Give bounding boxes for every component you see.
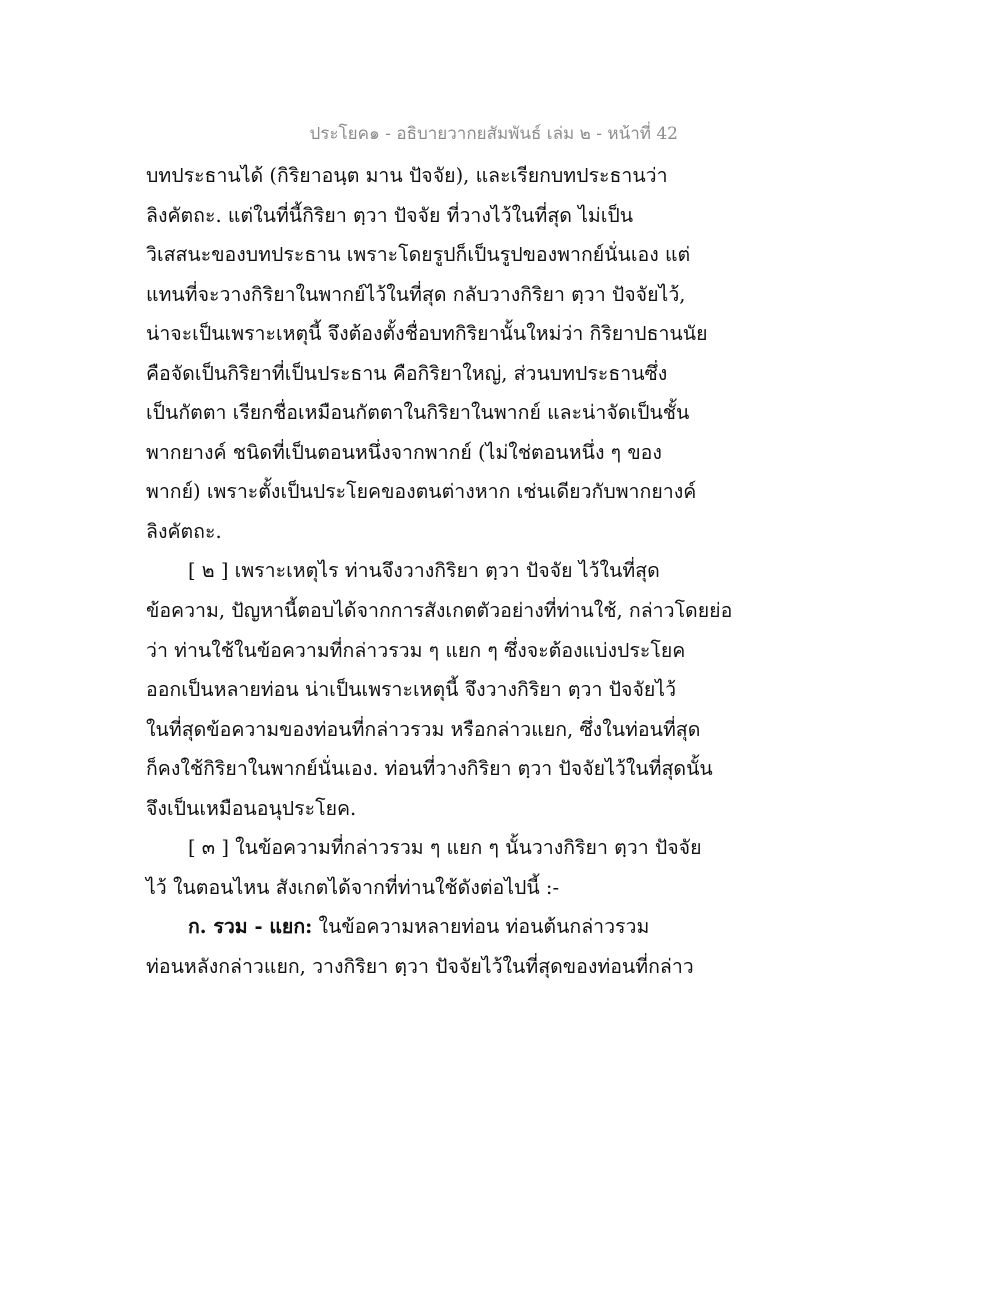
text-line: ไว้ ในตอนไหน สังเกตได้จากที่ท่านใช้ดังต่อไปนี้ :- xyxy=(146,875,560,899)
text-line: จึงเป็นเหมือนอนุประโยค. xyxy=(146,796,357,820)
text-line: วิเสสนะของบทประธาน เพราะโดยรูปก็เป็นรูปของพากย์นั่นเอง แต่ xyxy=(146,243,691,267)
body-text xyxy=(146,156,733,986)
text-line: บทประธานได้ (กิริยาอนฺต มาน ปัจจัย), และเรียกบทประธานว่า xyxy=(146,164,668,187)
subsection-text: ในข้อความหลายท่อน ท่อนต้นกล่าวรวม xyxy=(312,915,650,939)
text-line: แทนที่จะวางกิริยาในพากย์ไว้ในที่สุด กลับวางกิริยา ตฺวา ปัจจัยไว้, xyxy=(146,282,686,306)
text-line: คือจัดเป็นกิริยาที่เป็นประธาน คือกิริยาใหญ่, ส่วนบทประธานซึ่ง xyxy=(146,361,668,385)
text-line: ข้อความ, ปัญหานี้ตอบได้จากการสังเกตตัวอย่างที่ท่านใช้, กล่าวโดยย่อ xyxy=(146,599,733,623)
text-line: ลิงคัตถะ. xyxy=(146,519,222,543)
running-header: ประโยค๑ - อธิบายวากยสัมพันธ์ เล่ม ๒ - หน้าที่ 42 xyxy=(309,124,678,144)
text-line: พากยางค์ ชนิดที่เป็นตอนหนึ่งจากพากย์ (ไม่ใช่ตอนหนึ่ง ๆ ของ xyxy=(146,440,662,464)
paragraph-3-start: [ ๓ ] ในข้อความที่กล่าวรวม ๆ แยก ๆ นั้นวางกิริยา ตฺวา ปัจจัย xyxy=(188,836,702,860)
text-line: ในที่สุดข้อความของท่อนที่กล่าวรวม หรือกล่าวแยก, ซึ่งในท่อนที่สุด xyxy=(146,717,701,741)
text-line: ลิงคัตถะ. แต่ในที่นี้กิริยา ตฺวา ปัจจัย ที่วางไว้ในที่สุด ไม่เป็น xyxy=(146,203,634,227)
text-line: เป็นกัตตา เรียกชื่อเหมือนกัตตาในกิริยาในพากย์ และน่าจัดเป็นชั้น xyxy=(146,401,690,425)
text-line: ท่อนหลังกล่าวแยก, วางกิริยา ตฺวา ปัจจัยไว้ในที่สุดของท่อนที่กล่าว xyxy=(146,954,694,978)
text-line: ก็คงใช้กิริยาในพากย์นั่นเอง. ท่อนที่วางกิริยา ตฺวา ปัจจัยไว้ในที่สุดนั้น xyxy=(146,757,713,781)
text-line: ว่า ท่านใช้ในข้อความที่กล่าวรวม ๆ แยก ๆ ซึ่งจะต้องแบ่งประโยค xyxy=(146,638,686,662)
subsection-label: ก. รวม - แยก: xyxy=(188,915,313,939)
text-line: ออกเป็นหลายท่อน น่าเป็นเพราะเหตุนี้ จึงวางกิริยา ตฺวา ปัจจัยไว้ xyxy=(146,678,677,702)
text-line: น่าจะเป็นเพราะเหตุนี้ จึงต้องตั้งชื่อบทกิริยานั้นใหม่ว่า กิริยาปธานนัย xyxy=(146,322,708,346)
text-line: พากย์) เพราะตั้งเป็นประโยคของตนต่างหาก เช่นเดียวกับพากยางค์ xyxy=(146,480,697,504)
subsection-line xyxy=(146,907,706,947)
paragraph-2-start: [ ๒ ] เพราะเหตุไร ท่านจึงวางกิริยา ตฺวา ปัจจัย ไว้ในที่สุด xyxy=(188,559,660,583)
